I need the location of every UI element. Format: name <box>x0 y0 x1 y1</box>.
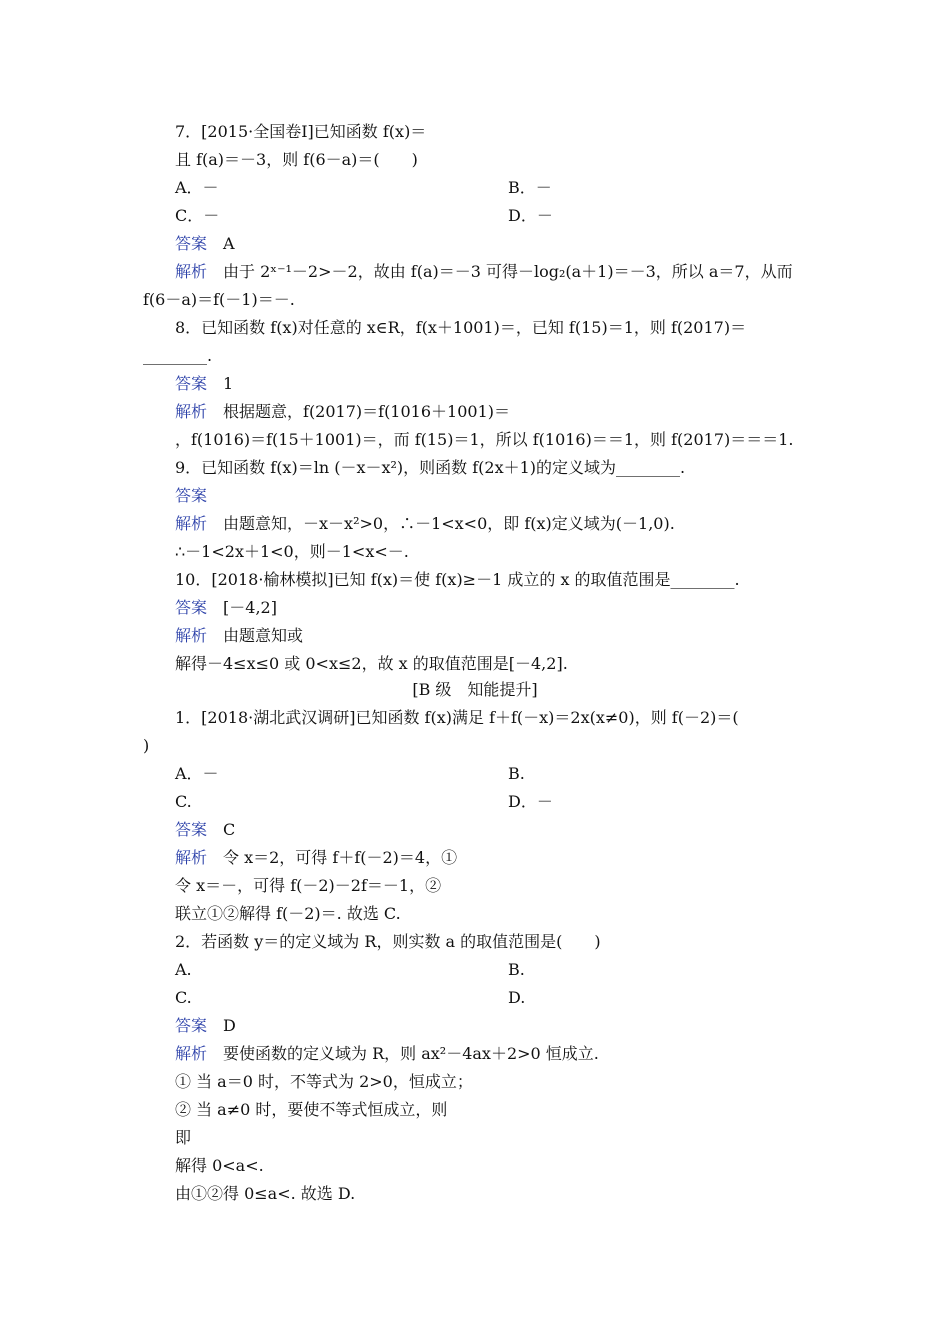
text-line <box>175 514 675 534</box>
line-text: 1．[2018·湖北武汉调研]已知函数 f(x)满足 f＋f(－x)＝2x(x≠0)，则 f(－2)＝( <box>175 708 739 727</box>
text-line <box>175 542 409 562</box>
line-text: ________. <box>143 346 213 365</box>
line-text: C. <box>175 792 192 811</box>
line-text: 10．[2018·榆林模拟]已知 f(x)＝使 f(x)≥－1 成立的 x 的取值范围是________. <box>175 570 740 589</box>
text-line <box>143 736 149 756</box>
line-text: 由题意知或 <box>207 626 304 645</box>
option-text: B. <box>508 764 525 783</box>
line-text: f(6－a)＝f(－1)＝－. <box>143 290 295 309</box>
line-text: 要使函数的定义域为 R，则 ax²－4ax＋2>0 恒成立. <box>207 1044 599 1063</box>
line-text: 解得－4≤x≤0 或 0<x≤2，故 x 的取值范围是[－4,2]. <box>175 654 568 673</box>
section-title: [B 级 知能提升] <box>412 680 538 699</box>
text-line <box>143 346 212 366</box>
line-text: ，f(1016)＝f(15＋1001)＝，而 f(15)＝1，所以 f(1016)＝＝1，则 f(2017)＝＝＝1. <box>175 430 794 449</box>
text-line <box>175 876 441 896</box>
line-text: 令 x＝2，可得 f＋f(－2)＝4，① <box>207 848 458 867</box>
text-line <box>175 792 192 812</box>
line-text: A．－ <box>175 764 219 783</box>
text-line <box>175 150 418 170</box>
line-text: C．－ <box>175 206 220 225</box>
line-text: A <box>207 234 235 253</box>
line-text: 8．已知函数 f(x)对任意的 x∈R，f(x＋1001)＝，已知 f(15)＝1，则 f(2017)＝ <box>175 318 747 337</box>
line-text: 2．若函数 y＝的定义域为 R，则实数 a 的取值范围是( ) <box>175 932 601 951</box>
line-text: 9．已知函数 f(x)＝ln (－x－x²)，则函数 f(2x＋1)的定义域为________. <box>175 458 686 477</box>
option-text: B. <box>508 960 525 979</box>
text-line <box>175 1100 447 1120</box>
text-line <box>175 178 219 198</box>
text-line <box>175 374 233 394</box>
line-text: [－4,2] <box>207 598 277 617</box>
analysis-tag: 解析 <box>175 262 208 281</box>
line-text: 且 f(a)＝－3，则 f(6－a)＝( ) <box>175 150 418 169</box>
line-text: ① 当 a＝0 时，不等式为 2>0，恒成立； <box>175 1072 473 1091</box>
text-line <box>175 486 207 506</box>
text-line <box>175 570 740 590</box>
analysis-tag: 解析 <box>175 514 208 533</box>
line-text: D <box>207 1016 236 1035</box>
analysis-tag: 解析 <box>175 402 208 421</box>
text-line <box>175 122 426 142</box>
line-text: ② 当 a≠0 时，要使不等式恒成立，则 <box>175 1100 448 1119</box>
text-line <box>175 1184 355 1204</box>
text-line <box>175 820 235 840</box>
analysis-tag: 解析 <box>175 626 208 645</box>
text-line <box>175 598 277 618</box>
text-line <box>175 206 219 226</box>
text-line <box>175 458 685 478</box>
text-line <box>175 1072 473 1092</box>
line-text: C. <box>175 988 192 1007</box>
line-text: A. <box>175 960 192 979</box>
text-line <box>175 848 457 868</box>
text-line <box>175 318 746 338</box>
answer-tag: 答案 <box>175 486 208 505</box>
line-text: ) <box>143 736 150 755</box>
line-text: A．－ <box>175 178 219 197</box>
option-text: D．－ <box>508 206 553 225</box>
line-text: 解得 0<a<. <box>175 1156 264 1175</box>
line-text: 根据题意，f(2017)＝f(1016＋1001)＝ <box>207 402 510 421</box>
answer-tag: 答案 <box>175 374 208 393</box>
text-line <box>175 654 568 674</box>
option-text: D．－ <box>508 792 553 811</box>
line-text: 7．[2015·全国卷Ⅰ]已知函数 f(x)＝ <box>175 122 427 141</box>
text-line <box>175 626 303 646</box>
line-text: 1 <box>207 374 234 393</box>
text-line <box>175 402 510 422</box>
text-line <box>175 708 739 728</box>
text-line <box>175 960 192 980</box>
answer-tag: 答案 <box>175 598 208 617</box>
text-line <box>175 430 794 450</box>
text-line <box>175 988 192 1008</box>
answer-tag: 答案 <box>175 820 208 839</box>
text-line <box>175 234 235 254</box>
text-line <box>175 904 401 924</box>
text-line <box>175 262 793 282</box>
analysis-tag: 解析 <box>175 1044 208 1063</box>
analysis-tag: 解析 <box>175 848 208 867</box>
text-line <box>175 932 601 952</box>
text-line <box>175 1156 264 1176</box>
line-text: 即 <box>175 1128 192 1147</box>
option-text: D. <box>508 988 526 1007</box>
text-line <box>175 1044 599 1064</box>
answer-tag: 答案 <box>175 1016 208 1035</box>
line-text: ∴－1<2x＋1<0，则－1<x<－. <box>175 542 409 561</box>
line-text: 由题意知，－x－x²>0，∴－1<x<0，即 f(x)定义域为(－1,0). <box>207 514 675 533</box>
line-text: 由于 2ˣ⁻¹－2>－2，故由 f(a)＝－3 可得－log₂(a＋1)＝－3，所以 a＝7，从而 <box>207 262 793 281</box>
line-text: 联立①②解得 f(－2)＝. 故选 C. <box>175 904 401 923</box>
answer-tag: 答案 <box>175 234 208 253</box>
text-line <box>175 1128 191 1148</box>
text-line <box>175 1016 236 1036</box>
text-line <box>143 290 295 310</box>
line-text: 令 x＝－，可得 f(－2)－2f＝－1，② <box>175 876 442 895</box>
text-line <box>175 764 219 784</box>
option-text: B．－ <box>508 178 552 197</box>
line-text: C <box>207 820 236 839</box>
line-text: 由①②得 0≤a<. 故选 D. <box>175 1184 356 1203</box>
